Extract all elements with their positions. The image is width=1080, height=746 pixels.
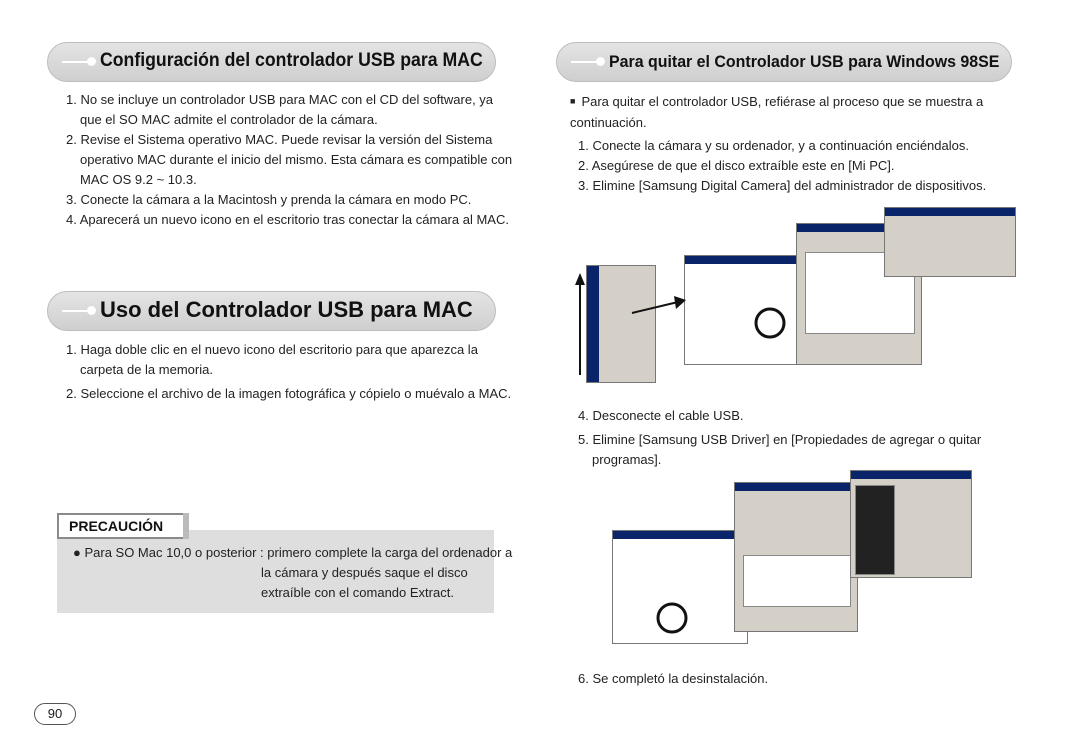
win98-steps-1 xyxy=(578,136,1008,196)
intro-text: ■ Para quitar el controlador USB, refiérase al proceso que se muestra a continuación. xyxy=(570,92,1000,133)
arrow-decoration-icon xyxy=(62,310,92,312)
section-header-mac-usage xyxy=(47,291,496,331)
section-title: Configuración del controlador USB para MAC xyxy=(100,50,483,71)
device-manager-screenshot xyxy=(574,205,1016,385)
list-item: 2. Asegúrese de que el disco extraíble este en [Mi PC]. xyxy=(578,158,895,173)
list-item: 3. Conecte la cámara a la Macintosh y prenda la cámara en modo PC. xyxy=(66,192,472,207)
arrow-decoration-icon xyxy=(571,61,601,63)
section-title: Uso del Controlador USB para MAC xyxy=(100,297,473,322)
caution-line: ● Para SO Mac 10,0 o posterior : primero complete la carga del ordenador a xyxy=(73,545,513,560)
caution-label: PRECAUCIÓN xyxy=(57,513,187,539)
section-title: Para quitar el Controlador USB para Windows 98SE xyxy=(609,52,1000,71)
win98-steps-2 xyxy=(578,406,1008,470)
add-remove-programs-screenshot xyxy=(612,468,972,648)
list-item: 1. Haga doble clic en el nuevo icono del escritorio para que aparezca la carpeta de la memoria. xyxy=(66,342,478,377)
caution-box xyxy=(57,530,513,613)
list-item: 2. Revise el Sistema operativo MAC. Puede revisar la versión del Sistema operativo MAC durante el inicio del mismo. Esta cámara es compatible con MAC OS 9.2 ~ 10.3. xyxy=(66,132,513,187)
arrow-icon xyxy=(574,205,1016,385)
mac-setup-list xyxy=(66,90,514,230)
list-item: 1. No se incluye un controlador USB para MAC con el CD del software, ya que el SO MAC admite el controlador de la cámara. xyxy=(66,92,494,127)
section-header-win98 xyxy=(556,42,1012,82)
list-item: 2. Seleccione el archivo de la imagen fotográfica y cópielo o muévalo a MAC. xyxy=(66,386,512,401)
list-item: 3. Elimine [Samsung Digital Camera] del administrador de dispositivos. xyxy=(578,178,987,193)
intro-paragraph xyxy=(570,92,1000,133)
caution-line: la cámara y después saque el disco xyxy=(261,565,468,580)
list-item: 5. Elimine [Samsung USB Driver] en [Propiedades de agregar o quitar programas]. xyxy=(578,432,982,467)
step-six: 6. Se completó la desinstalación. xyxy=(578,671,769,686)
list-item: 1. Conecte la cámara y su ordenador, y a continuación enciéndalos. xyxy=(578,138,969,153)
page-number: 90 xyxy=(34,703,76,725)
mac-usage-list xyxy=(66,340,514,404)
list-item: 4. Desconecte el cable USB. xyxy=(578,408,744,423)
list-item: 4. Aparecerá un nuevo icono en el escritorio tras conectar la cámara al MAC. xyxy=(66,212,509,227)
arrow-decoration-icon xyxy=(62,61,92,63)
section-header-mac-driver xyxy=(47,42,496,82)
highlight-circle-icon xyxy=(612,468,972,648)
caution-line: extraíble con el comando Extract. xyxy=(261,585,454,600)
